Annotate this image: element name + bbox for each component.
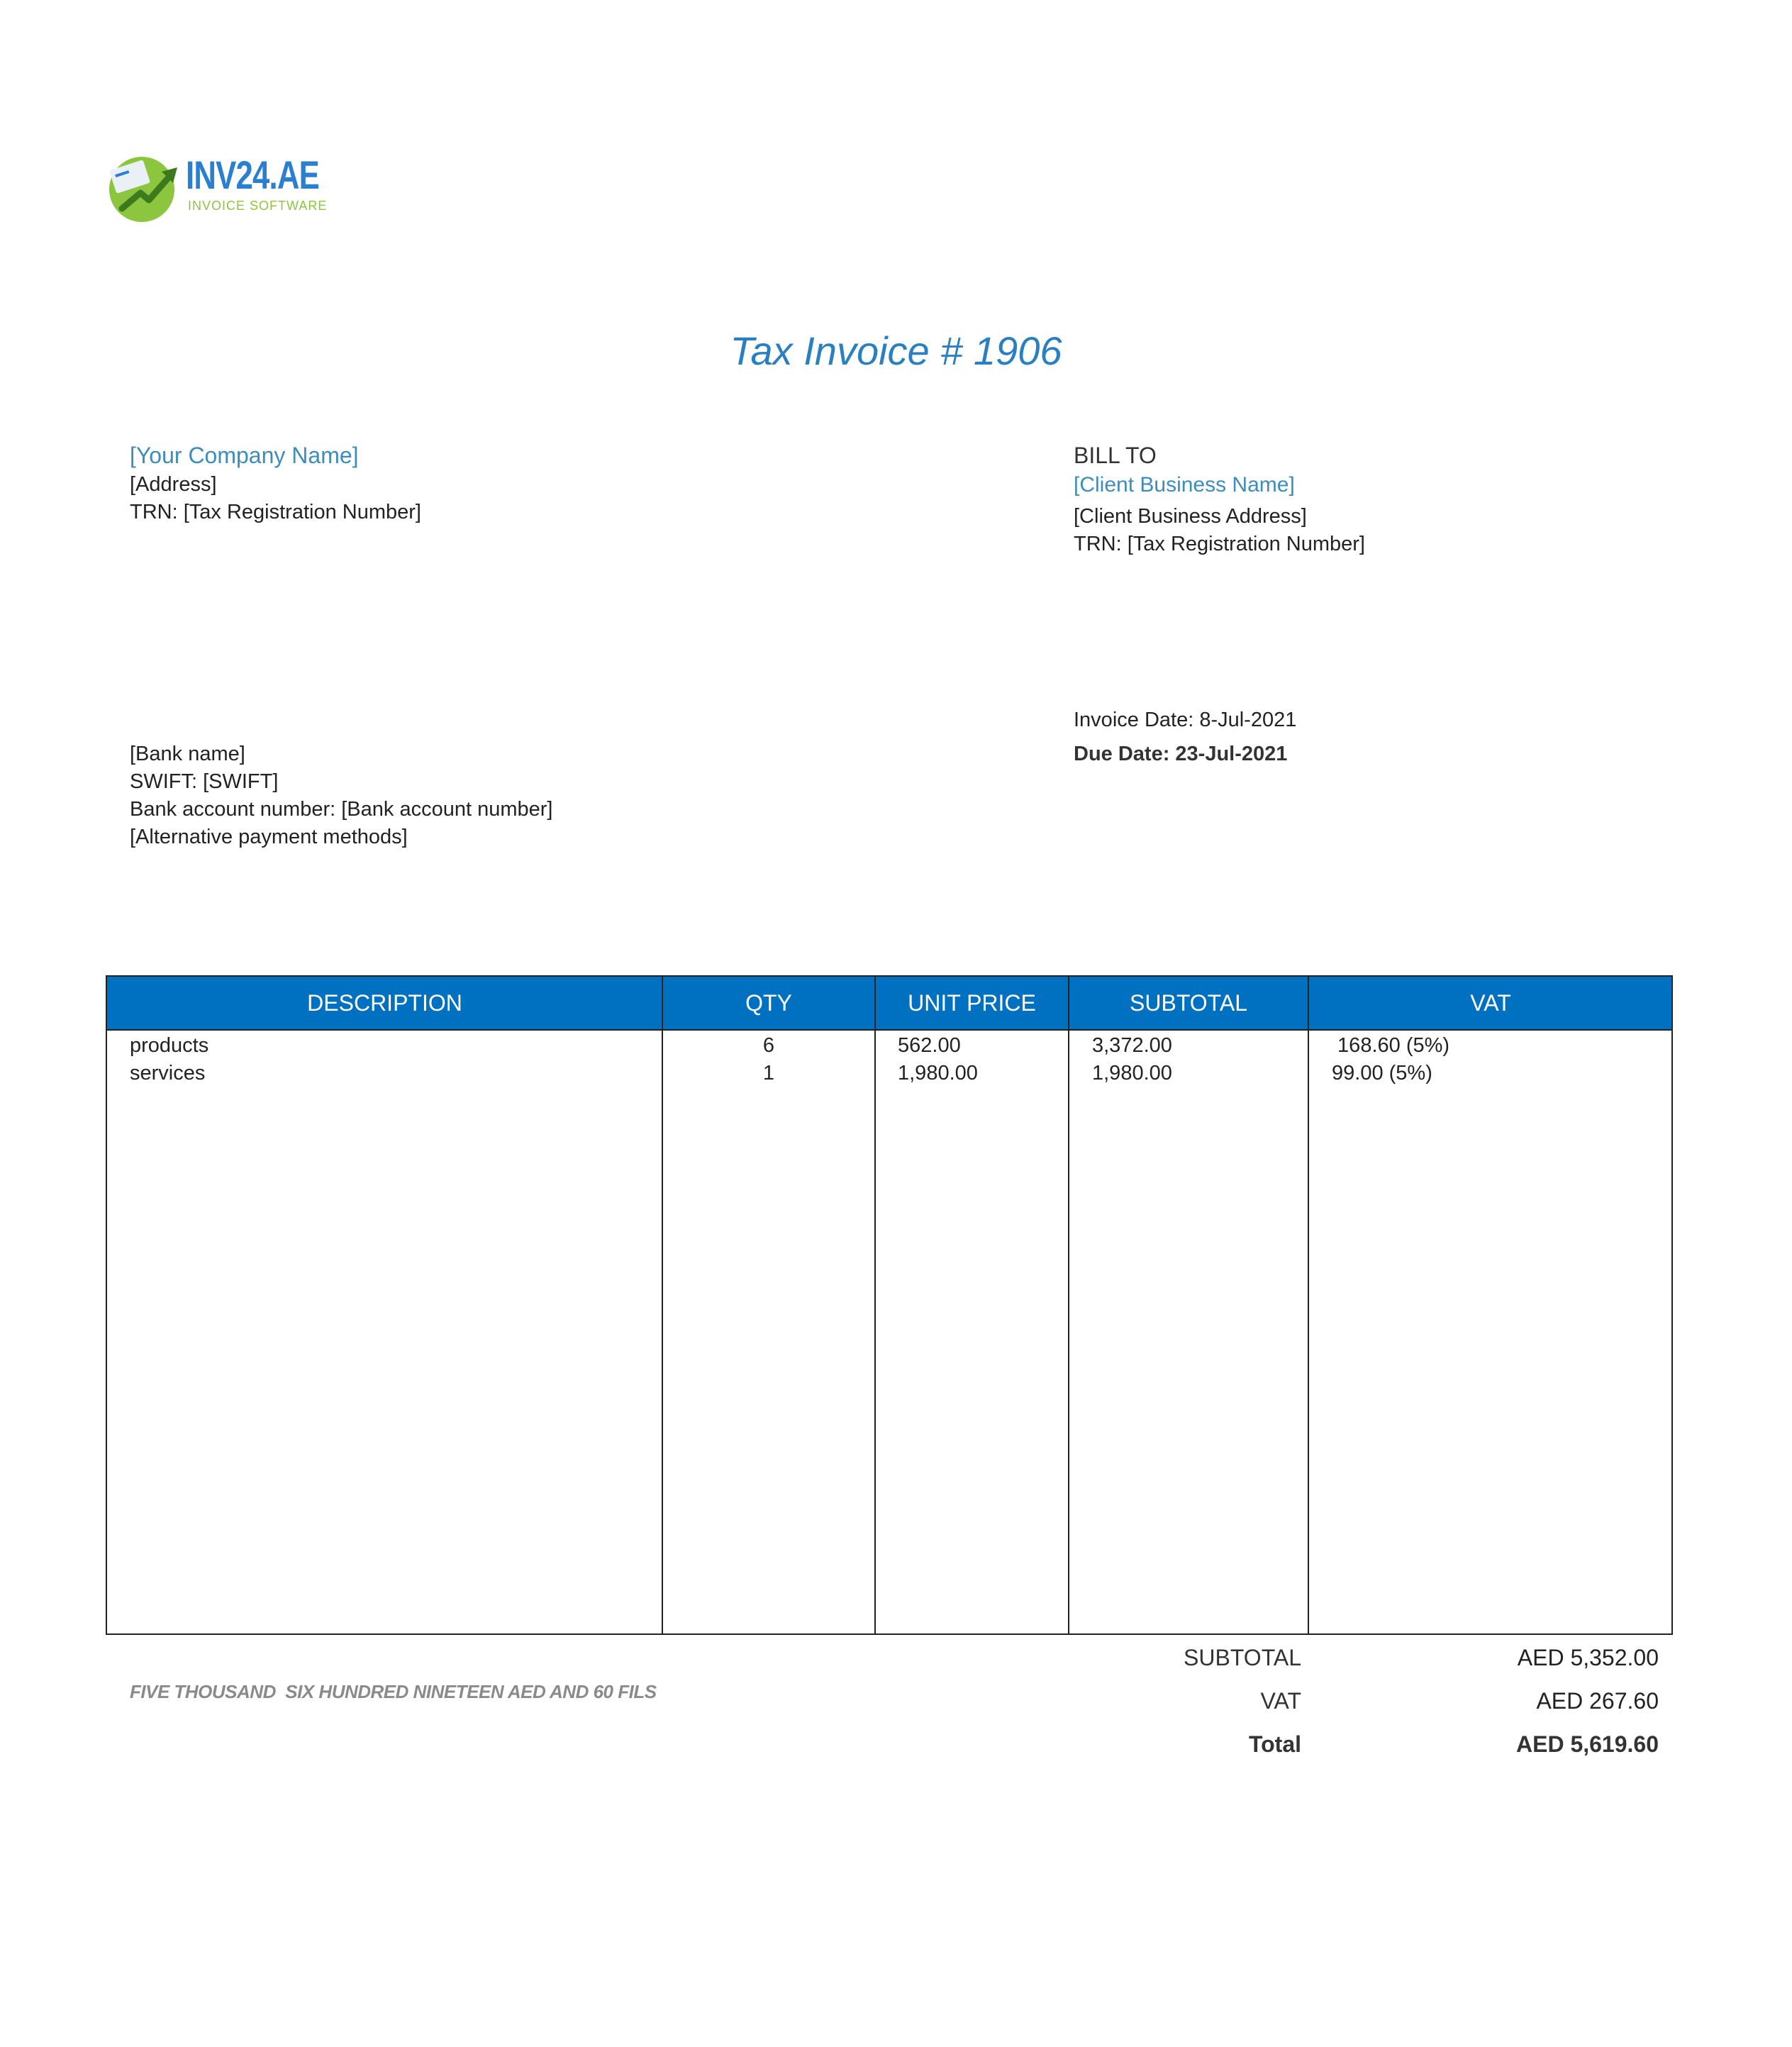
row-description: services xyxy=(130,1062,206,1084)
due-date: Due Date: 23-Jul-2021 xyxy=(1074,743,1288,765)
vat-value: AED 267.60 xyxy=(1536,1688,1659,1714)
seller-trn: TRN: [Tax Registration Number] xyxy=(130,501,421,523)
invoice-title: Tax Invoice # 1906 xyxy=(730,328,1062,373)
row-vat: 168.60 (5%) xyxy=(1332,1034,1450,1057)
subtotal-label: SUBTOTAL xyxy=(1184,1645,1301,1670)
payment-block xyxy=(130,740,552,851)
invoice-date: Invoice Date: 8-Jul-2021 xyxy=(1074,709,1297,731)
seller-address: [Address] xyxy=(130,473,217,496)
table-row xyxy=(107,1060,1671,1087)
logo-tagline: INVOICE SOFTWARE xyxy=(188,199,328,213)
logo-icon xyxy=(106,150,181,225)
total-label: Total xyxy=(1248,1731,1301,1757)
bill-to-heading: BILL TO xyxy=(1074,443,1157,468)
dates-block xyxy=(1074,706,1296,768)
bill-to-block xyxy=(1074,440,1365,558)
row-subtotal: 1,980.00 xyxy=(1092,1062,1172,1084)
alternative-payment-methods: [Alternative payment methods] xyxy=(130,826,408,848)
seller-company-name: [Your Company Name] xyxy=(130,443,359,468)
client-business-name: [Client Business Name] xyxy=(1074,473,1295,497)
bank-name: [Bank name] xyxy=(130,743,245,765)
table-row xyxy=(107,1032,1671,1060)
total-value: AED 5,619.60 xyxy=(1515,1731,1659,1757)
company-logo xyxy=(106,150,340,225)
row-unit-price: 562.00 xyxy=(898,1034,961,1057)
col-header-unit-price: UNIT PRICE xyxy=(908,990,1036,1016)
subtotal-value: AED 5,352.00 xyxy=(1517,1645,1659,1670)
row-qty: 1 xyxy=(762,1062,775,1084)
amount-in-words: FIVE THOUSAND SIX HUNDRED NINETEEN AED AND 60 FILS xyxy=(130,1681,657,1702)
row-qty: 6 xyxy=(762,1034,775,1057)
bank-account-number: Bank account number: [Bank account number] xyxy=(130,798,553,821)
row-unit-price: 1,980.00 xyxy=(898,1062,978,1084)
seller-block xyxy=(130,440,421,526)
table-header xyxy=(107,977,1671,1031)
col-header-qty: QTY xyxy=(745,990,792,1016)
row-description: products xyxy=(130,1034,209,1057)
line-items-table xyxy=(106,975,1673,1635)
row-subtotal: 3,372.00 xyxy=(1092,1034,1172,1057)
row-vat: 99.00 (5%) xyxy=(1332,1062,1432,1084)
col-header-description: DESCRIPTION xyxy=(307,990,462,1016)
vat-label: VAT xyxy=(1260,1688,1301,1714)
client-trn: TRN: [Tax Registration Number] xyxy=(1074,533,1365,555)
col-header-subtotal: SUBTOTAL xyxy=(1130,990,1247,1016)
client-business-address: [Client Business Address] xyxy=(1074,505,1307,528)
swift-code: SWIFT: [SWIFT] xyxy=(130,770,279,793)
logo-brand: INV24.AE xyxy=(186,152,319,197)
col-header-vat: VAT xyxy=(1470,990,1511,1016)
